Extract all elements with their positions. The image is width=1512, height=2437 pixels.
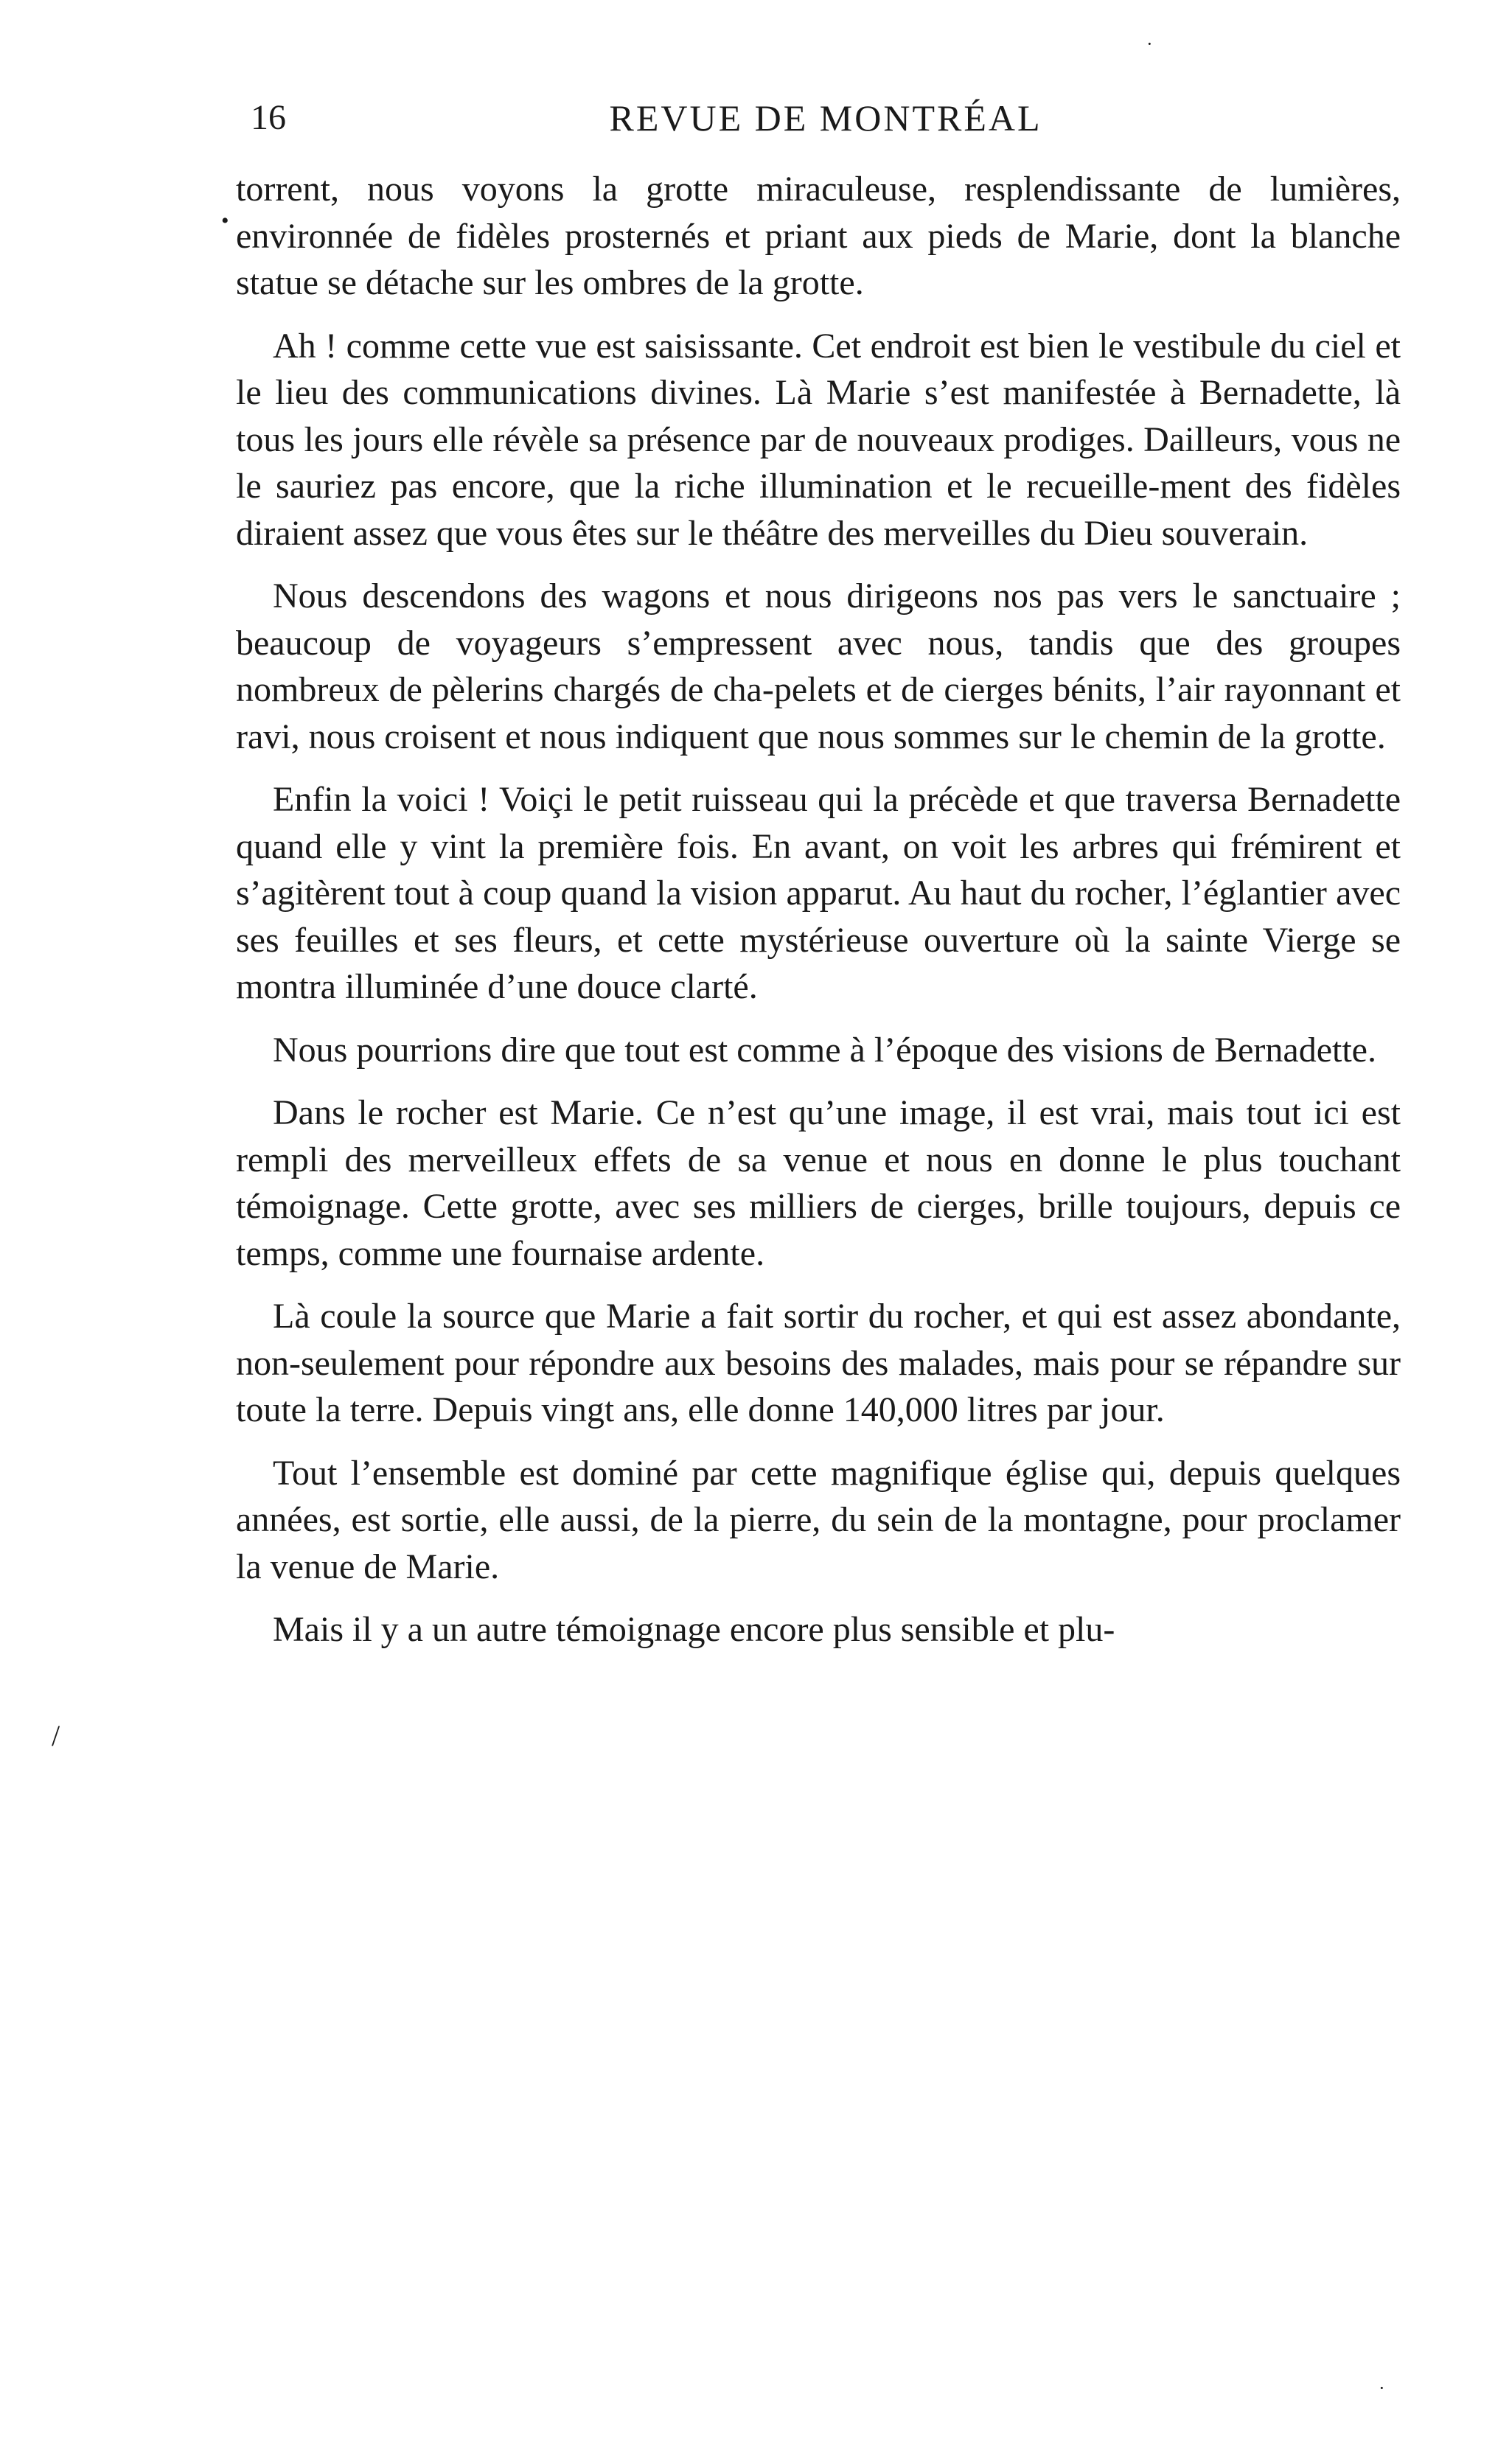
paragraph-7: Là coule la source que Marie a fait sortir du rocher, et qui est assez abondante, non-seulement pour répondre aux besoins des malades, mais pour se répandre sur toute la terre. Depuis vingt ans, elle donne 140,000 litres par jour.	[236, 1297, 1401, 1429]
paragraph-2: Ah ! comme cette vue est saisissante. Cet endroit est bien le vestibule du ciel et le lieu des communications divines. Là Marie s’est manifestée à Bernadette, là tous les jours elle révèle sa présence par de nouveaux prodiges. Dailleurs, vous ne le sauriez pas encore, que la riche illumination et le recueille-ment des fidèles diraient assez que vous êtes sur le théâtre des merveilles du Dieu souverain.	[236, 326, 1401, 553]
paragraph-3: Nous descendons des wagons et nous dirigeons nos pas vers le sanctuaire ; beaucoup de voyageurs s’empressent avec nous, tandis que des groupes nombreux de pèlerins chargés de cha-pelets et de cierges bénits, l’air rayonnant et ravi, nous croisent et nous indiquent que nous sommes sur le chemin de la grotte.	[236, 576, 1401, 756]
page-number: 16	[251, 98, 286, 137]
margin-mark-icon: /	[52, 1719, 60, 1752]
paragraph-1: torrent, nous voyons la grotte miraculeuse, resplendissante de lumières, environnée de fidèles prosternés et priant aux pieds de Marie, dont la blanche statue se détache sur les ombres de la grotte.	[236, 170, 1401, 302]
ink-dot-icon: ·	[1379, 2377, 1385, 2399]
ink-spot-icon: •	[221, 209, 229, 233]
paragraph-9: Mais il y a un autre témoignage encore plus sensible et plu-	[273, 1610, 1115, 1649]
page-header	[251, 88, 1401, 147]
paragraph-6: Dans le rocher est Marie. Ce n’est qu’une image, il est vrai, mais tout ici est rempli des merveilleux effets de sa venue et nous en donne le plus touchant témoignage. Cette grotte, avec ses milliers de cierges, brille toujours, depuis ce temps, comme une fournaise ardente.	[236, 1093, 1401, 1273]
body-text	[236, 166, 1401, 1670]
running-title: REVUE DE MONTRÉAL	[609, 97, 1042, 139]
ink-dot-icon: ·	[1146, 33, 1153, 55]
paragraph-4: Enfin la voici ! Voiçi le petit ruisseau qui la précède et que traversa Bernadette quand elle y vint la première fois. En avant, on voit les arbres qui frémirent et s’agitèrent tout à coup quand la vision apparut. Au haut du rocher, l’églantier avec ses feuilles et ses fleurs, et cette mystérieuse ouverture où la sainte Vierge se montra illuminée d’une douce clarté.	[236, 780, 1401, 1006]
paragraph-5: Nous pourrions dire que tout est comme à l’époque des visions de Bernadette.	[273, 1030, 1376, 1070]
paragraph-8: Tout l’ensemble est dominé par cette magnifique église qui, depuis quelques années, est sortie, elle aussi, de la pierre, du sein de la montagne, pour proclamer la venue de Marie.	[236, 1453, 1401, 1586]
